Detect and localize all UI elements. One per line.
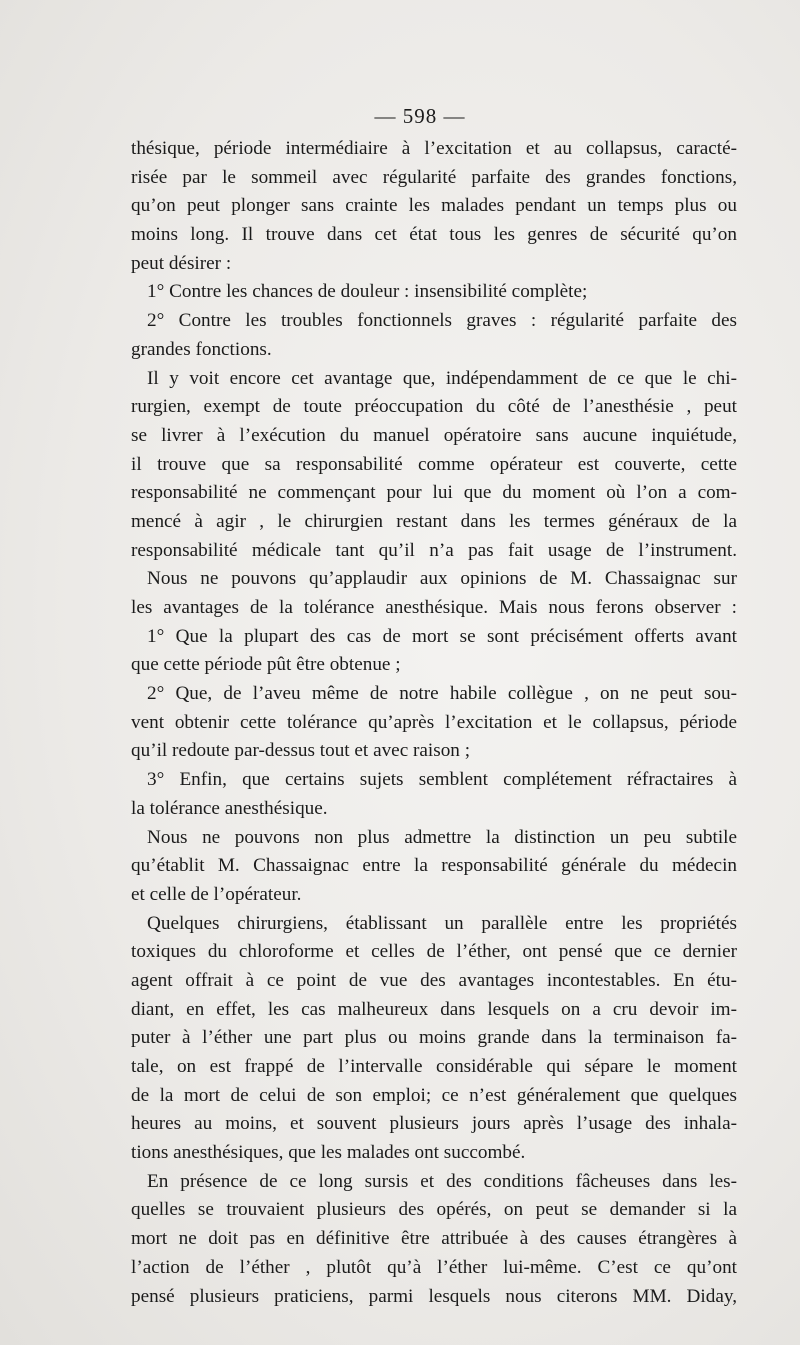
- text-line: 1° Contre les chances de douleur : insensibilité complète;: [147, 281, 588, 303]
- text-line: les avantages de la tolérance anesthésique. Mais nous ferons observer :: [131, 597, 737, 618]
- text-line: 3° Enfin, que certains sujets semblent complétement réfractaires à: [147, 769, 737, 791]
- text-line: 2° Que, de l’aveu même de notre habile collègue , on ne peut sou-: [147, 683, 737, 705]
- text-line: 2° Contre les troubles fonctionnels graves : régularité parfaite des: [147, 310, 737, 332]
- text-line: se livrer à l’exécution du manuel opératoire sans aucune inquiétude,: [131, 424, 737, 446]
- text-line: diant, en effet, les cas malheureux dans lesquels on a cru devoir im-: [131, 998, 737, 1020]
- page-number: — 598 —: [374, 104, 466, 128]
- text-line: Quelques chirurgiens, établissant un parallèle entre les propriétés: [147, 912, 737, 934]
- text-line: tale, on est frappé de l’intervalle considérable qui sépare le moment: [131, 1056, 737, 1077]
- text-line: Nous ne pouvons non plus admettre la distinction un peu subtile: [147, 826, 737, 848]
- text-line: mencé à agir , le chirurgien restant dans les termes généraux de la: [131, 510, 737, 532]
- text-line: heures au moins, et souvent plusieurs jours après l’usage des inhala-: [131, 1113, 737, 1135]
- text-line: que cette période pût être obtenue ;: [131, 654, 401, 676]
- text-line: 1° Que la plupart des cas de mort se sont précisément offerts avant: [147, 625, 737, 647]
- text-line: quelles se trouvaient plusieurs des opérés, on peut se demander si la: [131, 1199, 737, 1221]
- text-line: responsabilité médicale tant qu’il n’a pas fait usage de l’instrument.: [131, 539, 737, 561]
- text-line: rurgien, exempt de toute préoccupation du côté de l’anesthésie , peut: [131, 396, 737, 418]
- text-line: qu’il redoute par-dessus tout et avec raison ;: [131, 740, 471, 762]
- text-line: peut désirer :: [131, 252, 232, 274]
- text-line: toxiques du chloroforme et celles de l’éther, ont pensé que ce dernier: [131, 941, 737, 963]
- text-line: tions anesthésiques, que les malades ont succombé.: [131, 1142, 526, 1164]
- text-line: et celle de l’opérateur.: [131, 883, 302, 905]
- text-line: l’action de l’éther , plutôt qu’à l’éther lui-même. C’est ce qu’ont: [131, 1256, 737, 1278]
- text-line: pensé plusieurs praticiens, parmi lesquels nous citerons MM. Diday,: [131, 1285, 737, 1307]
- text-line: puter à l’éther une part plus ou moins grande dans la terminaison fa-: [131, 1027, 737, 1049]
- text-line: Nous ne pouvons qu’applaudir aux opinions de M. Chassaignac sur: [147, 568, 737, 590]
- text-line: de la mort de celui de son emploi; ce n’est généralement que quelques: [131, 1084, 737, 1106]
- body-text: [131, 135, 737, 1311]
- text-line: Il y voit encore cet avantage que, indépendamment de ce que le chi-: [147, 367, 737, 389]
- text-line: qu’établit M. Chassaignac entre la responsabilité générale du médecin: [131, 855, 737, 877]
- text-line: grandes fonctions.: [131, 338, 272, 360]
- text-line: mort ne doit pas en définitive être attribuée à des causes étrangères à: [131, 1228, 737, 1250]
- text-line: vent obtenir cette tolérance qu’après l’excitation et le collapsus, période: [131, 711, 737, 733]
- text-line: agent offrait à ce point de vue des avantages incontestables. En étu-: [131, 969, 737, 991]
- text-line: En présence de ce long sursis et des conditions fâcheuses dans les-: [147, 1170, 737, 1192]
- text-line: qu’on peut plonger sans crainte les malades pendant un temps plus ou: [131, 195, 737, 217]
- text-line: il trouve que sa responsabilité comme opérateur est couverte, cette: [131, 453, 737, 475]
- text-line: thésique, période intermédiaire à l’excitation et au collapsus, caracté-: [131, 138, 737, 159]
- text-line: risée par le sommeil avec régularité parfaite des grandes fonctions,: [131, 166, 737, 188]
- text-line: la tolérance anesthésique.: [131, 797, 328, 819]
- text-line: responsabilité ne commençant pour lui que du moment où l’on a com-: [131, 482, 737, 504]
- text-line: moins long. Il trouve dans cet état tous les genres de sécurité qu’on: [131, 224, 737, 246]
